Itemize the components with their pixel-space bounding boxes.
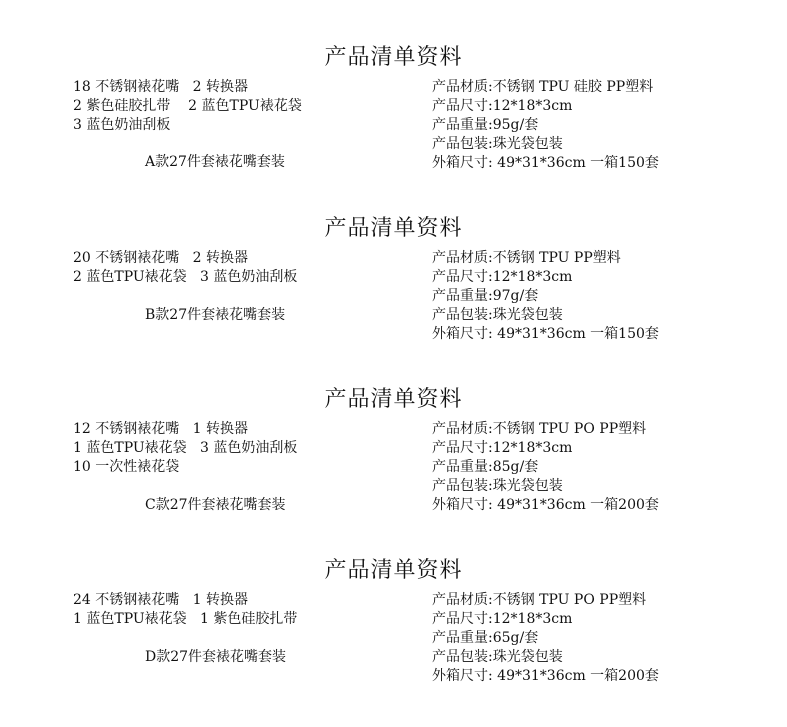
section-title: 产品清单资料 (324, 45, 463, 70)
spec-size: 产品尺寸:12*18*3cm (432, 269, 573, 285)
spec-carton: 外箱尺寸: 49*31*36cm 一箱200套 (432, 497, 659, 513)
spec-size: 产品尺寸:12*18*3cm (432, 98, 573, 114)
set-name: A款27件套裱花嘴套装 (145, 154, 285, 170)
spec-weight: 产品重量:97g/套 (432, 288, 539, 304)
spec-material: 产品材质:不锈钢 TPU PO PP塑料 (432, 592, 647, 608)
section-title: 产品清单资料 (324, 216, 463, 241)
spec-weight: 产品重量:65g/套 (432, 630, 539, 646)
spec-carton: 外箱尺寸: 49*31*36cm 一箱150套 (432, 326, 659, 342)
item-line: 10 一次性裱花袋 (73, 459, 180, 475)
set-name: C款27件套裱花嘴套装 (145, 497, 286, 513)
set-name: B款27件套裱花嘴套装 (145, 307, 286, 323)
product-section-b (0, 215, 787, 385)
spec-packaging: 产品包装:珠光袋包装 (432, 649, 563, 665)
item-line: 12 不锈钢裱花嘴 1 转换器 (73, 421, 248, 437)
item-line: 24 不锈钢裱花嘴 1 转换器 (73, 592, 248, 608)
item-line: 20 不锈钢裱花嘴 2 转换器 (73, 250, 248, 266)
set-name: D款27件套裱花嘴套装 (145, 649, 287, 665)
spec-carton: 外箱尺寸: 49*31*36cm 一箱200套 (432, 668, 659, 684)
item-line: 2 紫色硅胶扎带 2 蓝色TPU裱花袋 (73, 98, 302, 114)
spec-packaging: 产品包装:珠光袋包装 (432, 307, 563, 323)
item-line: 2 蓝色TPU裱花袋 3 蓝色奶油刮板 (73, 269, 298, 285)
spec-material: 产品材质:不锈钢 TPU PO PP塑料 (432, 421, 647, 437)
spec-weight: 产品重量:95g/套 (432, 117, 539, 133)
spec-size: 产品尺寸:12*18*3cm (432, 611, 573, 627)
spec-weight: 产品重量:85g/套 (432, 459, 539, 475)
spec-carton: 外箱尺寸: 49*31*36cm 一箱150套 (432, 155, 659, 171)
item-line: 1 蓝色TPU裱花袋 1 紫色硅胶扎带 (73, 611, 298, 627)
spec-packaging: 产品包装:珠光袋包装 (432, 478, 563, 494)
product-section-a (0, 44, 787, 214)
section-title: 产品清单资料 (324, 558, 463, 583)
section-title: 产品清单资料 (324, 387, 463, 412)
spec-material: 产品材质:不锈钢 TPU PP塑料 (432, 250, 621, 266)
spec-size: 产品尺寸:12*18*3cm (432, 440, 573, 456)
spec-material: 产品材质:不锈钢 TPU 硅胶 PP塑料 (432, 79, 654, 95)
item-line: 3 蓝色奶油刮板 (73, 117, 171, 133)
product-section-c (0, 386, 787, 556)
product-section-d (0, 557, 787, 727)
item-line: 18 不锈钢裱花嘴 2 转换器 (73, 79, 248, 95)
item-line: 1 蓝色TPU裱花袋 3 蓝色奶油刮板 (73, 440, 298, 456)
spec-packaging: 产品包装:珠光袋包装 (432, 136, 563, 152)
